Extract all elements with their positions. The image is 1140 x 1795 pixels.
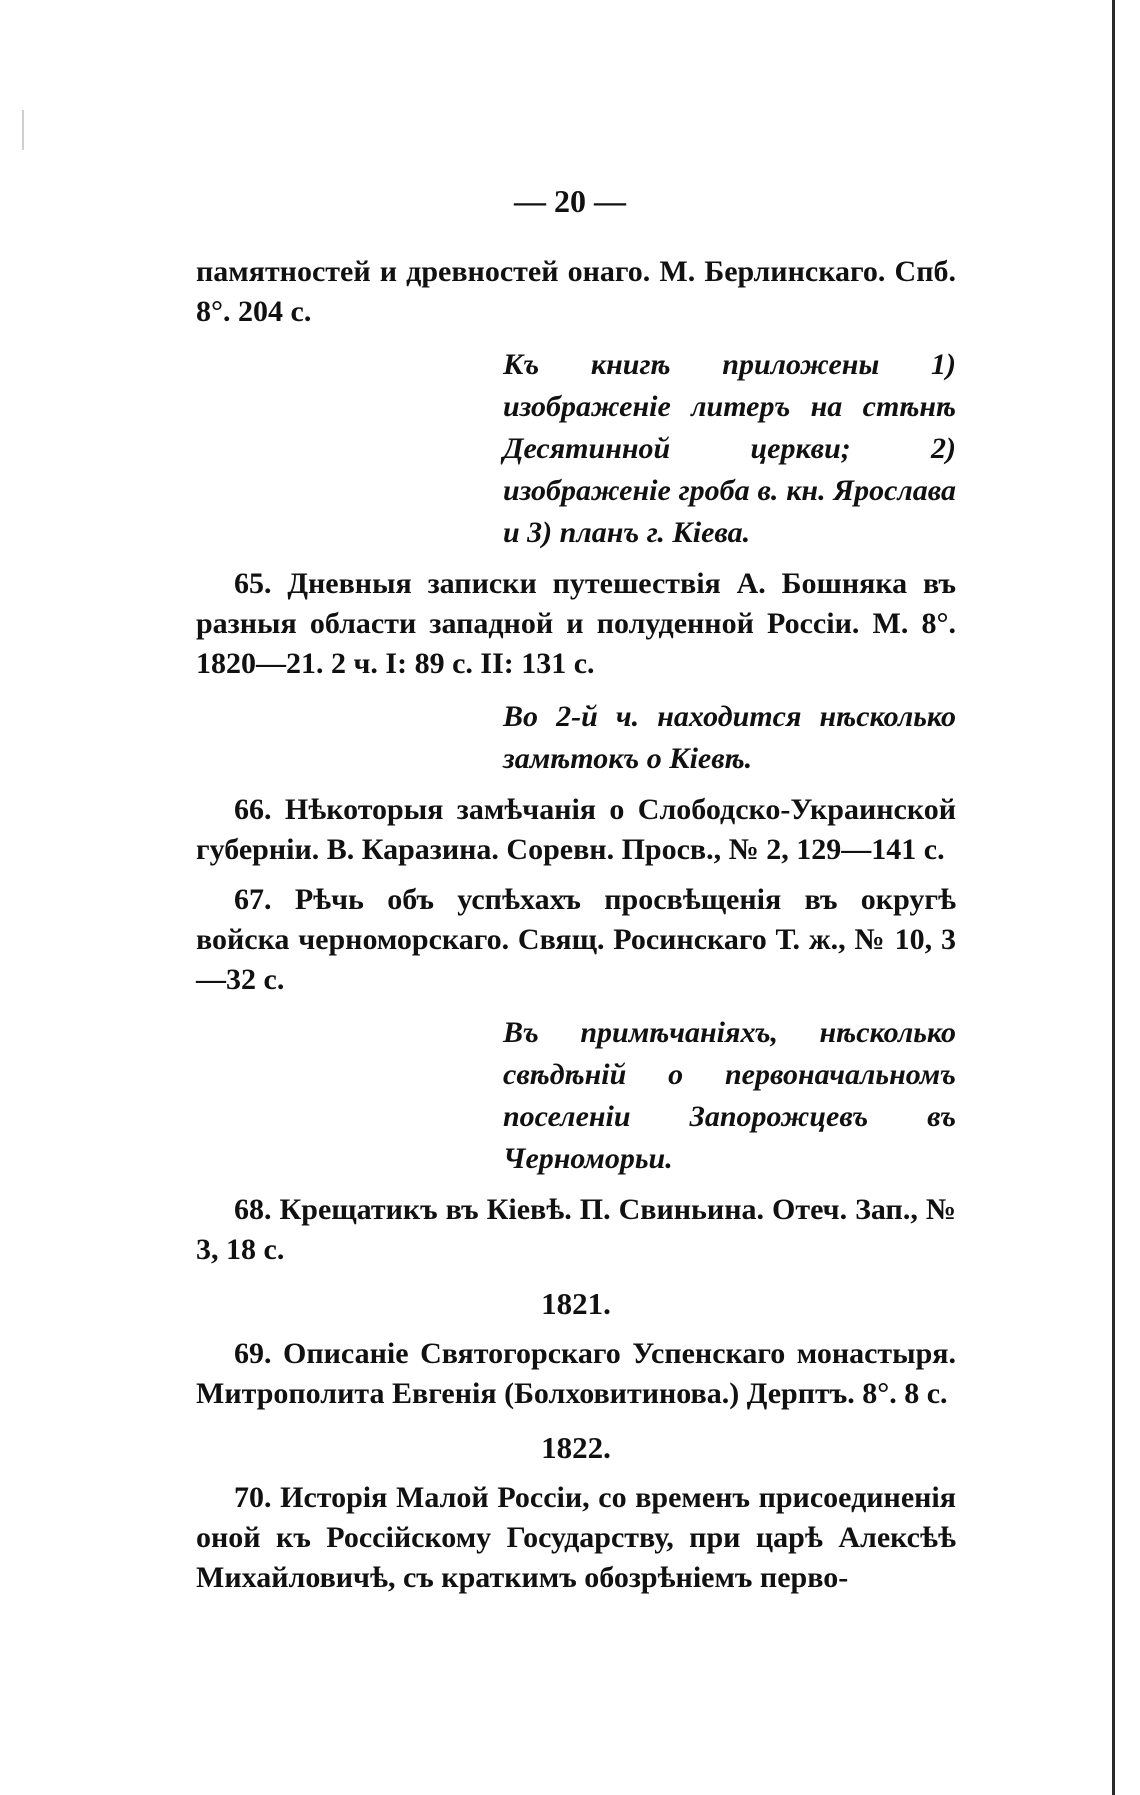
entry-70: 70. Исторiя Малой Россiи, со временъ присоединенiя оной къ Россiйскому Государству, при царѣ Алексѣѣ Михайловичѣ, съ краткимъ обозрѣнiемъ перво- [196, 1481, 956, 1594]
continued-entry-text: памятностей и древностей онаго. М. Берлинскаго. Спб. 8°. 204 с. [196, 255, 956, 328]
entry-65: 65. Дневныя записки путешествiя А. Бошняка въ разныя области западной и полуденной Россiи. М. 8°. 1820—21. 2 ч. I: 89 с. II: 131 с. [196, 567, 956, 680]
page-edge-line [1112, 0, 1115, 1795]
entry-69: 69. Описанiе Святогорскаго Успенскаго монастыря. Митрополита Евгенiя (Болховитинова.) Дерптъ. 8°. 8 с. [196, 1337, 956, 1410]
year-heading-1821: 1821. [541, 1286, 611, 1321]
margin-mark [22, 110, 24, 150]
entry-66: 66. Нѣкоторыя замѣчанiя о Слободско-Украинской губернiи. В. Каразина. Соревн. Просв., № 2, 129—141 с. [196, 793, 956, 866]
year-heading-1822: 1822. [541, 1430, 611, 1465]
note-entry-64: Къ книгѣ приложены 1) изображенiе литеръ на стѣнѣ Десятинной церкви; 2) изображенiе гроба в. кн. Ярослава и 3) планъ г. Кiева. [503, 348, 956, 549]
entry-68: 68. Крещатикъ въ Кiевѣ. П. Свиньина. Отеч. Зап., № 3, 18 с. [196, 1193, 956, 1266]
page-content [196, 252, 956, 1598]
entry-67: 67. Рѣчь объ успѣхахъ просвѣщенiя въ округѣ войска черноморскаго. Свящ. Росинскаго Т. ж., № 10, 3—32 с. [196, 883, 956, 996]
note-entry-67: Въ примѣчанiяхъ, нѣсколько свѣдѣнiй о первоначальномъ поселенiи Запорожцевъ въ Черноморьи. [503, 1016, 956, 1175]
page-number: — 20 — [514, 183, 626, 219]
note-entry-65: Во 2-й ч. находится нѣсколько замѣтокъ о Кiевѣ. [503, 700, 956, 775]
